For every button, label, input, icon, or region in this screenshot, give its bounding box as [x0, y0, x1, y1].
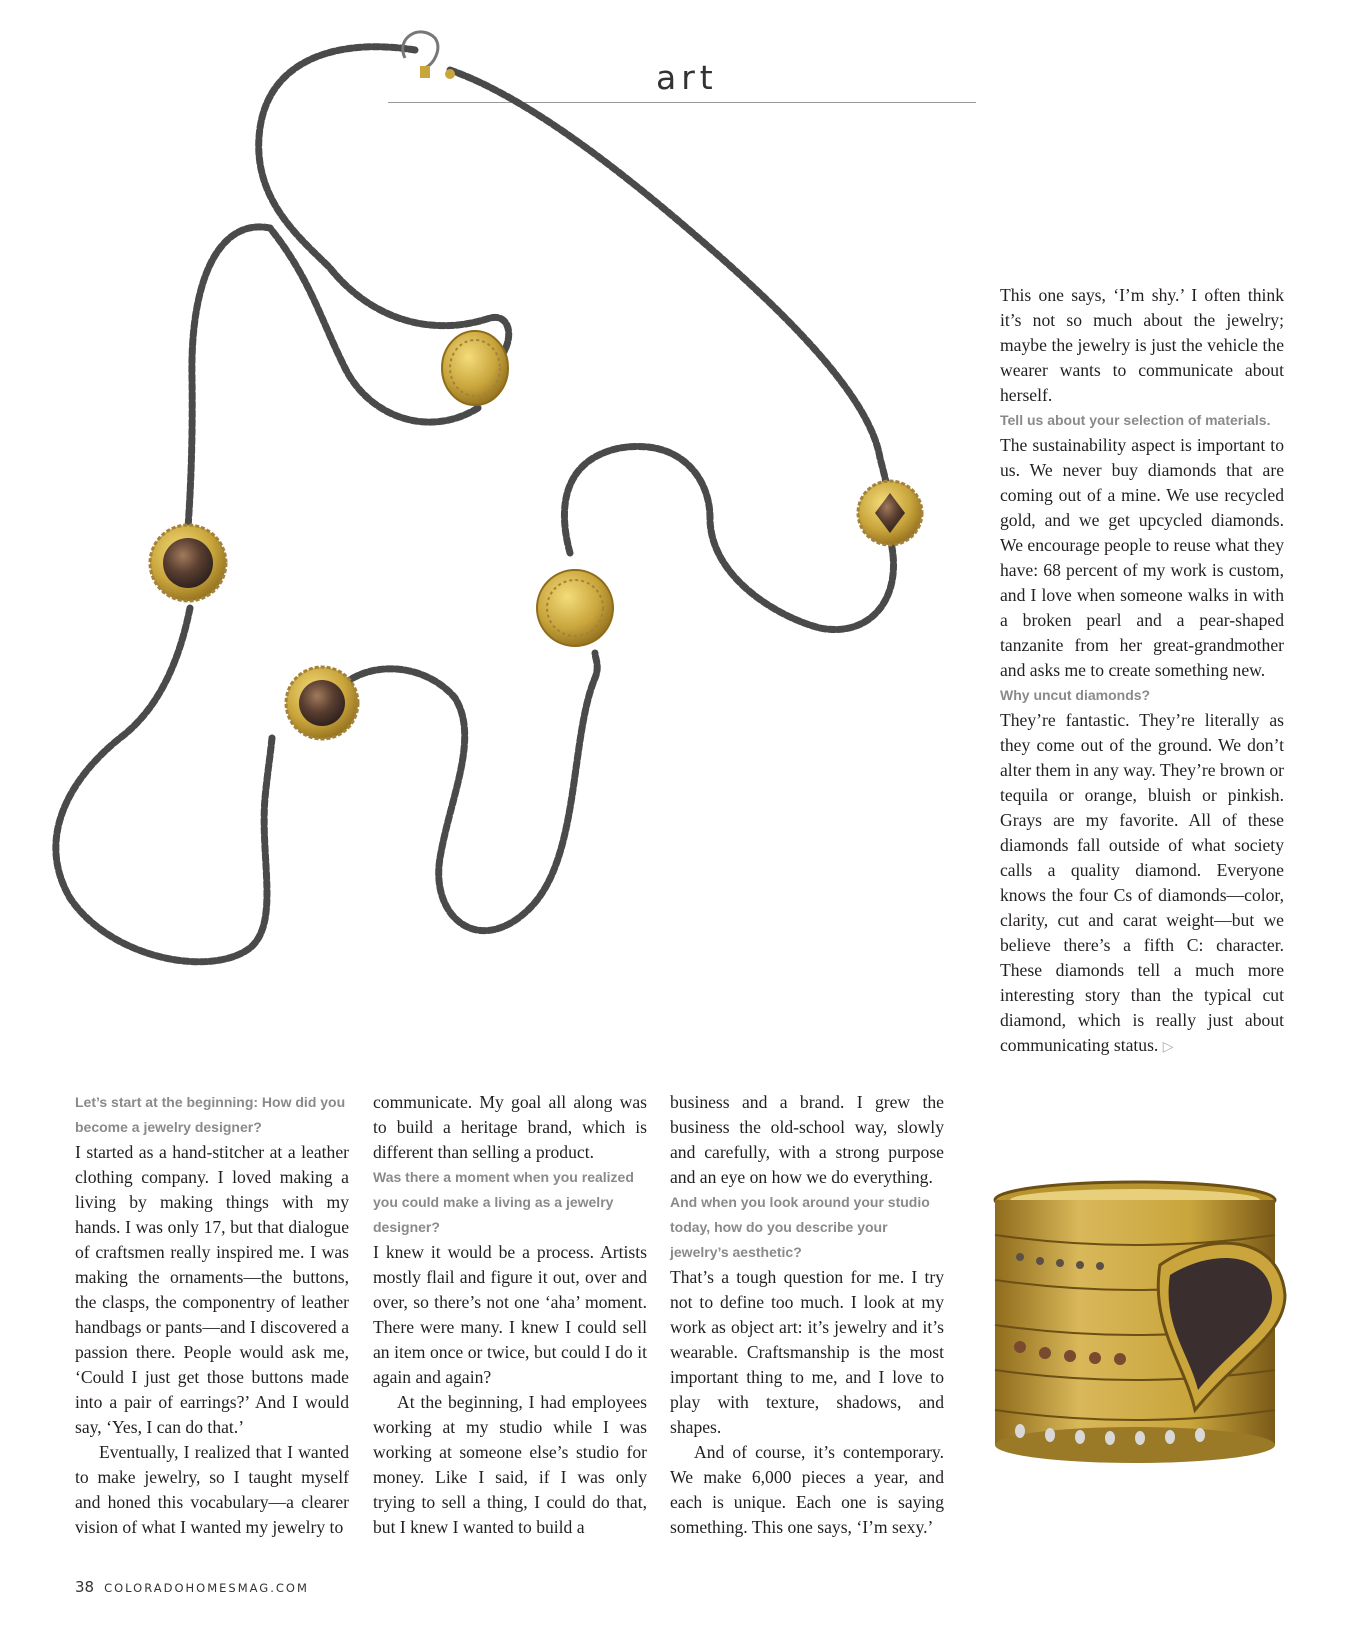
- end-mark-icon: ▷: [1162, 1040, 1174, 1055]
- answer-moment: I knew it would be a process. Artists mostly flail and figure it out, over and over, so there’s not one ‘aha’ moment. There were many. I knew I could sell an item once or twice, but could I do it again and again?: [373, 1242, 647, 1387]
- answer-beginning: I started as a hand-stitcher at a leather clothing company. I loved making a living by making things with my hands. I was only 17, but that dialogue of craftsmen really inspired me. I was making the ornaments—the buttons, the clasps, the componentry of leather handbags or pants—and I discovered a passion there. People would ask me, ‘Could I just get those buttons made into a pair of earrings?’ And I would say, ‘Yes, I can do that.’: [75, 1142, 349, 1437]
- station-left-stone: [150, 525, 226, 601]
- paragraph-at-beginning: At the beginning, I had employees working at my studio while I was working at someone else’s studio for money. Like I said, if I was only trying to sell a thing, I could do that, but I knew I wanted to build a: [373, 1392, 647, 1537]
- question-moment: Was there a moment when you realized you could make a living as a jewelry designer?: [373, 1169, 634, 1235]
- site-url: COLORADOHOMESMAG.COM: [104, 1581, 309, 1595]
- column-2: [373, 1090, 647, 1540]
- column-1: [75, 1090, 349, 1540]
- question-beginning: Let’s start at the beginning: How did you become a jewelry designer?: [75, 1094, 346, 1135]
- column-right: [1000, 283, 1284, 1060]
- necklace-photo: [10, 18, 980, 1038]
- station-lower-stone: [286, 667, 358, 739]
- page-number: 38: [75, 1578, 95, 1596]
- question-materials: Tell us about your selection of materials.: [1000, 412, 1271, 428]
- paragraph-eventually: Eventually, I realized that I wanted to make jewelry, so I taught myself and honed this vocabulary—a clearer vision of what I wanted my jewelry to: [75, 1442, 349, 1537]
- answer-uncut-text: They’re fantastic. They’re literally as they come out of the ground. We don’t alter them in any way. They’re brown or tequila or orange, bluish or pinkish. Grays are my favorite. All of these diamonds fall outside of what society calls a quality diamond. Everyone knows the four Cs of diamonds—color, clarity, cut and carat weight—but we believe there’s a fifth C: character. These diamonds tell a much more interesting story than the typical cut diamond, which is really just about communicating status.: [1000, 710, 1284, 1055]
- station-upper-oval: [442, 331, 508, 405]
- answer-aesthetic: That’s a tough question for me. I try not to define too much. I look at my work as object art: it’s jewelry and it’s wearable. Craftsmanship is the most important thing to me, and I love to play with texture, shadows, and shapes.: [670, 1267, 944, 1437]
- paragraph-shy: This one says, ‘I’m shy.’ I often think it’s not so much about the jewelry; maybe the jewelry is just the vehicle the wearer wants to communicate about herself.: [1000, 285, 1284, 405]
- paragraph-business: business and a brand. I grew the business the old-school way, slowly and carefully, with a strong purpose and an eye on how we do everything.: [670, 1092, 944, 1187]
- page-footer: [75, 1578, 309, 1596]
- station-middle-disc: [537, 570, 613, 646]
- section-title: art: [656, 58, 718, 97]
- paragraph-contemporary: And of course, it’s contemporary. We make 6,000 pieces a year, and each is unique. Each one is saying something. This one says, ‘I’m sexy.’: [670, 1442, 944, 1537]
- question-uncut: Why uncut diamonds?: [1000, 687, 1151, 703]
- ring-stack-photo: [980, 1175, 1300, 1475]
- clasp: [403, 32, 455, 79]
- paragraph-communicate: communicate. My goal all along was to build a heritage brand, which is different than selling a product.: [373, 1092, 647, 1162]
- answer-materials: The sustainability aspect is important to us. We never buy diamonds that are coming out of a mine. We use recycled gold, and we get upcycled diamonds. We encourage people to reuse what they have: 68 percent of my work is custom, and I love when someone walks in with a broken pearl and a pear-shaped tanzanite from her great-grandmother and asks me to create something new.: [1000, 435, 1284, 680]
- question-aesthetic: And when you look around your studio today, how do you describe your jewelry’s aesthetic?: [670, 1194, 930, 1260]
- column-3: [670, 1090, 944, 1540]
- station-right-stone: [858, 481, 922, 545]
- answer-uncut: [1000, 708, 1284, 1060]
